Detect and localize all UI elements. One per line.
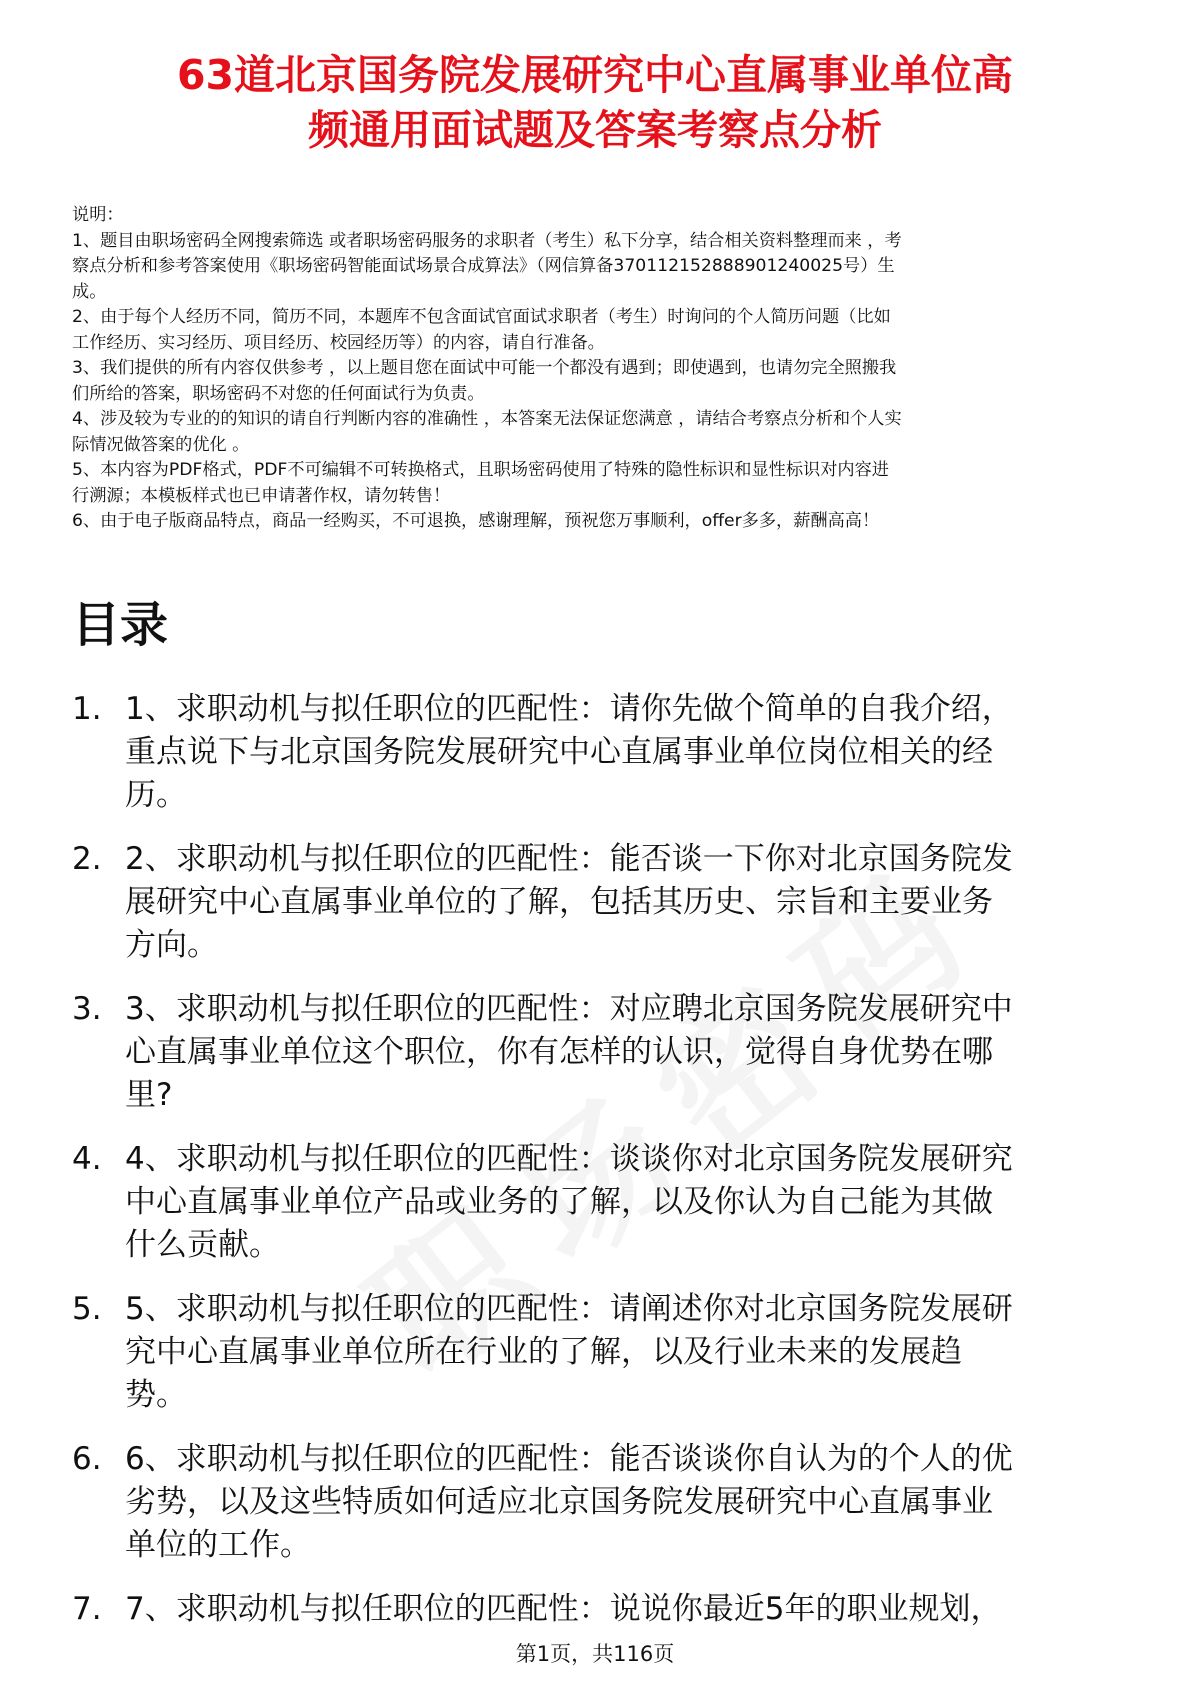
page-footer: 第1页，共116页 [515,1642,675,1666]
notes-line: 成。 [72,281,107,302]
document-title [60,48,1130,158]
toc-item-line: 历。 [125,777,187,813]
notes-line: 4、涉及较为专业的的知识的请自行判断内容的准确性 ，本答案无法保证您满意 ，请结合考察点分析和个人实 [72,409,902,429]
toc-item-line: 重点说下与北京国务院发展研究中心直属事业单位岗位相关的经 [125,734,993,770]
toc-item[interactable] [72,1288,1137,1417]
toc-list [72,688,1137,1652]
notes-line: 工作经历、实习经历、项目经历、校园经历等）的内容，请自行准备。 [72,332,605,353]
notes-line: 际情况做答案的优化 。 [72,434,250,455]
notes-section [72,203,1120,535]
toc-item-line: 7、求职动机与拟任职位的匹配性：说说你最近5年的职业规划， [125,1591,1002,1627]
notes-line: 2、由于每个人经历不同，简历不同，本题库不包含面试官面试求职者（考生）时询问的个人简历问题（比如 [72,307,891,327]
toc-item-line: 1、求职动机与拟任职位的匹配性：请你先做个简单的自我介绍， [125,691,1013,727]
notes-line: 行溯源；本模板样式也已申请著作权，请勿转售！ [72,485,451,506]
toc-item-line: 5、求职动机与拟任职位的匹配性：请阐述你对北京国务院发展研 [125,1291,1013,1327]
toc-item-line: 什么贡献。 [125,1227,280,1263]
toc-heading: 目录 [72,597,169,653]
toc-item[interactable] [72,1438,1137,1567]
notes-line: 5、本内容为PDF格式，PDF不可编辑不可转换格式，且职场密码使用了特殊的隐性标识和显性标识对内容进 [72,460,889,480]
toc-item[interactable] [72,1138,1137,1267]
toc-item-line: 3、求职动机与拟任职位的匹配性：对应聘北京国务院发展研究中 [125,991,1013,1027]
toc-item-line: 2、求职动机与拟任职位的匹配性：能否谈一下你对北京国务院发 [125,841,1013,877]
toc-item-number: 3. [72,991,102,1027]
toc-item-line: 4、求职动机与拟任职位的匹配性：谈谈你对北京国务院发展研究 [125,1141,1013,1177]
toc-item-line: 心直属事业单位这个职位，你有怎样的认识，觉得自身优势在哪 [125,1034,993,1070]
notes-line: 们所给的答案，职场密码不对您的任何面试行为负责。 [72,383,485,404]
toc-item[interactable] [72,988,1137,1117]
toc-item-number: 6. [72,1441,102,1477]
toc-item[interactable] [72,1588,1137,1631]
toc-item-line: 究中心直属事业单位所在行业的了解，以及行业未来的发展趋 [125,1334,962,1370]
toc-item[interactable] [72,688,1137,817]
toc-item-line: 中心直属事业单位产品或业务的了解，以及你认为自己能为其做 [125,1184,993,1220]
toc-item-line: 6、求职动机与拟任职位的匹配性：能否谈谈你自认为的个人的优 [125,1441,1013,1477]
title-line: 63道北京国务院发展研究中心直属事业单位高 [176,51,1014,99]
toc-item[interactable] [72,838,1137,967]
toc-item-number: 1. [72,691,102,727]
toc-item-number: 2. [72,841,102,877]
toc-item-line: 单位的工作。 [125,1527,311,1563]
toc-item-line: 方向。 [125,927,218,963]
notes-line: 察点分析和参考答案使用《职场密码智能面试场景合成算法》（网信算备370112152888901240025号）生 [72,256,895,276]
toc-item-number: 5. [72,1291,102,1327]
notes-line: 说明： [72,205,124,225]
toc-item-number: 4. [72,1141,102,1177]
notes-line: 3、我们提供的所有内容仅供参考 ，以上题目您在面试中可能一个都没有遇到；即使遇到，也请勿完全照搬我 [72,358,897,378]
toc-item-line: 劣势，以及这些特质如何适应北京国务院发展研究中心直属事业 [125,1484,993,1520]
toc-item-line: 势。 [125,1377,187,1413]
toc-item-number: 7. [72,1591,102,1627]
notes-line: 6、由于电子版商品特点，商品一经购买，不可退换，感谢理解，预祝您万事顺利，offer多多，薪酬高高！ [72,511,880,531]
title-line: 频通用面试题及答案考察点分析 [308,106,882,154]
notes-line: 1、题目由职场密码全网搜索筛选 或者职场密码服务的求职者（考生）私下分享，结合相关资料整理而来 ，考 [72,230,902,251]
toc-item-line: 里? [125,1077,173,1113]
toc-item-line: 展研究中心直属事业单位的了解，包括其历史、宗旨和主要业务 [125,884,993,920]
